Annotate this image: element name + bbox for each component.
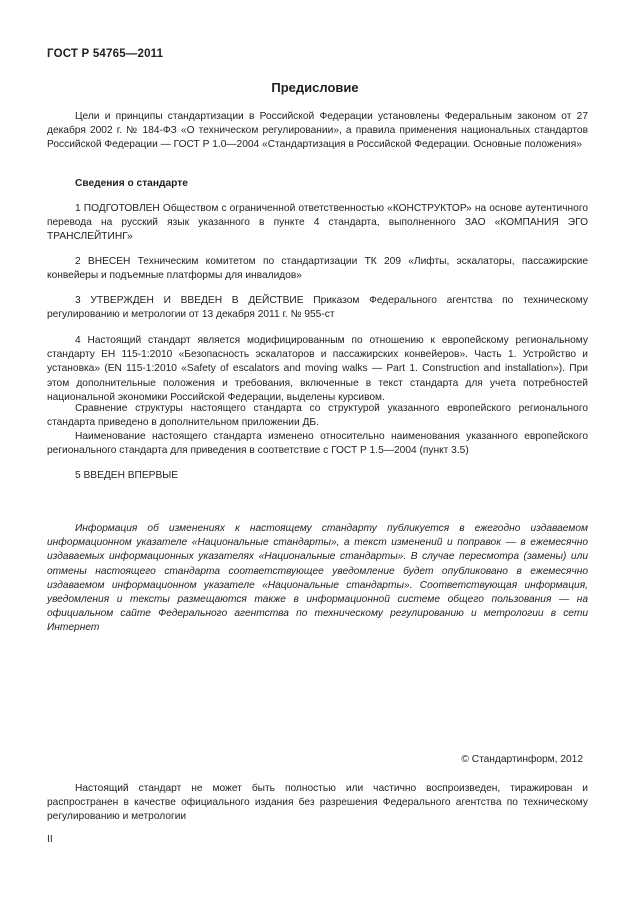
page-number: II xyxy=(47,834,53,845)
item-1-paragraph: 1 ПОДГОТОВЛЕН Обществом с ограниченной ответственностью «КОНСТРУКТОР» на основе аутентичного перевода на русский язык указанного в пункте 4 стандарта, выполненного ЗАО «КОМПАНИЯ ЭГО ТРАНСЛЕЙТИНГ» xyxy=(47,203,588,243)
standard-code-header: ГОСТ Р 54765—2011 xyxy=(47,48,164,60)
item-2-paragraph: 2 ВНЕСЕН Техническим комитетом по стандартизации ТК 209 «Лифты, эскалаторы, пассажирские конвейеры и подъемные платформы для инвалидов» xyxy=(47,256,588,282)
intro-paragraph: Цели и принципы стандартизации в Российской Федерации установлены Федеральным законом от 27 декабря 2002 г. № 184-ФЗ «О техническом регулировании», а правила применения национальных стандартов Российской Федерации — ГОСТ Р 1.0—2004 «Стандартизация в Российской Федерации. Основные положения» xyxy=(47,111,588,151)
item-4-comparison-paragraph: Сравнение структуры настоящего стандарта со структурой указанного европейского регионального стандарта приведено в дополнительном приложении ДБ. xyxy=(47,403,588,429)
item-5-paragraph: 5 ВВЕДЕН ВПЕРВЫЕ xyxy=(75,470,179,481)
page-title: Предисловие xyxy=(271,80,359,95)
item-3-paragraph: 3 УТВЕРЖДЕН И ВВЕДЕН В ДЕЙСТВИЕ Приказом Федерального агентства по техническому регулированию и метрологии от 13 декабря 2011 г. № 955-ст xyxy=(47,295,588,321)
info-heading: Сведения о стандарте xyxy=(75,178,188,189)
item-4-paragraph: 4 Настоящий стандарт является модифицированным по отношению к европейскому региональному стандарту ЕН 115-1:2010 «Безопасность эскалаторов и пассажирских конвейеров». Часть 1. Устройство и установка» (EN 115-1:2010 «Safety of escalators and moving walks — Part 1. Construction and installation»). При этом дополнительные положения и требования, включенные в текст стандарта для учета потребностей национальной экономики Российской Федерации, выделены курсивом. xyxy=(47,335,588,403)
notice-paragraph: Информация об изменениях к настоящему стандарту публикуется в ежегодно издаваемом информационном указателе «Национальные стандарты», а текст изменений и поправок — в ежемесячно издаваемых информационных указателях «Национальные стандарты». В случае пересмотра (замены) или отмены настоящего стандарта соответствующее уведомление будет опубликовано в ежемесячно издаваемом информационном указателе «Национальные стандарты». Соответствующая информация, уведомления и тексты размещаются также в информационной системе общего пользования — на официальном сайте Федерального агентства по техническому регулированию и метрологии в сети Интернет xyxy=(47,523,588,634)
rights-paragraph: Настоящий стандарт не может быть полностью или частично воспроизведен, тиражирован и распространен в качестве официального издания без разрешения Федерального агентства по техническому регулированию и метрологии xyxy=(47,783,588,823)
copyright-notice: © Стандартинформ, 2012 xyxy=(461,754,583,765)
item-4-name-change-paragraph: Наименование настоящего стандарта изменено относительно наименования указанного европейского регионального стандарта для приведения в соответствие с ГОСТ Р 1.5—2004 (пункт 3.5) xyxy=(47,431,588,457)
